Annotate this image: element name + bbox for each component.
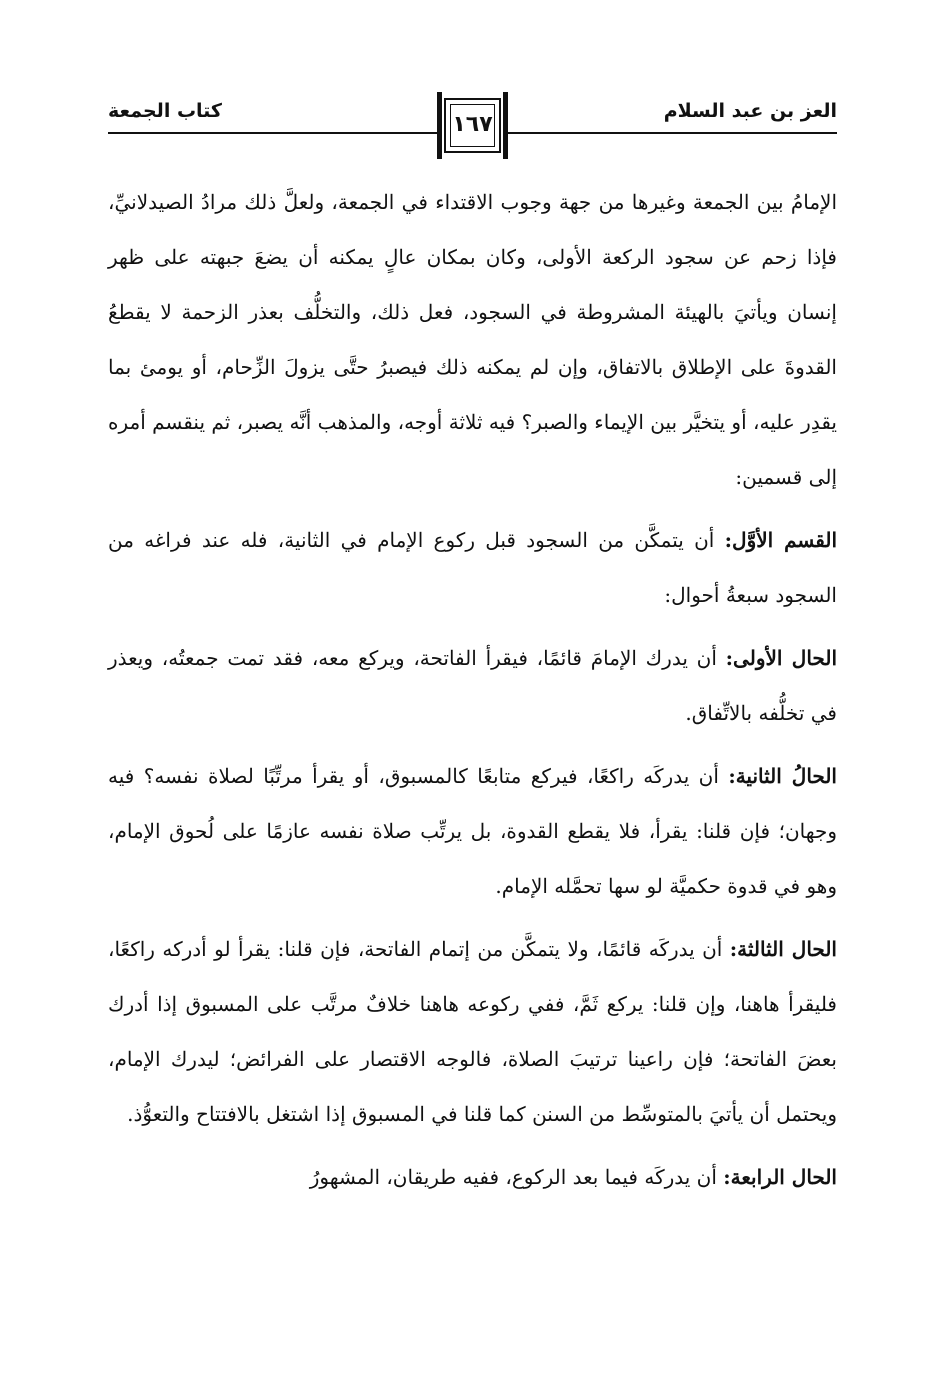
paragraph-text: أن يدركَه قائمًا، ولا يتمكَّن من إتمام الفاتحة، فإن قلنا: يقرأ لو أدركه راكعًا، فليقرأ هاهنا، وإن قلنا: يركع ثَمَّ، ففي ركوعه هاهنا خلافٌ مرتَّب على المسبوق إذا أدرك بعضَ الفاتحة؛ فإن راعينا ترتيبَ الصلاة، فالوجه الاقتصار على الفرائض؛ ليدرك الإمام، ويحتمل أن يأتيَ بالمتوسِّط من السنن كما قلنا في المسبوق إذا اشتغل بالافتتاح والتعوُّذ. (108, 937, 837, 1126)
page-body (108, 175, 837, 1213)
paragraph-section-one (108, 513, 837, 623)
paragraph-text: أن يتمكَّن من السجود قبل ركوع الإمام في الثانية، فله عند فراغه من السجود سبعةُ أحوال: (108, 528, 837, 607)
paragraph-text: الإمامُ بين الجمعة وغيرها من جهة وجوب الاقتداء في الجمعة، ولعلَّ ذلك مرادُ الصيدلانيِّ، فإذا زحم عن سجود الركعة الأولى، وكان بمكان عالٍ يمكنه أن يضعَ جبهته على ظهر إنسان ويأتيَ بالهيئة المشروطة في السجود، فعل ذلك، والتخلُّف بعذر الزحمة لا يقطعُ القدوةَ على الإطلاق بالاتفاق، وإن لم يمكنه ذلك فيصبرُ حتَّى يزولَ الزِّحام، أو يومئ بما يقدِر عليه، أو يتخيَّر بين الإيماء والصبر؟ فيه ثلاثة أوجه، والمذهب أنَّه يصبر، ثم ينقسم أمره إلى قسمين: (108, 190, 837, 489)
author-title: العز بن عبد السلام (663, 100, 837, 122)
page-header (108, 88, 837, 160)
paragraph-intro (108, 175, 837, 505)
paragraph-state-three (108, 922, 837, 1142)
page-number-frame (444, 98, 501, 153)
paragraph-text: أن يدركَه فيما بعد الركوع، ففيه طريقان، المشهورُ (309, 1165, 724, 1189)
paragraph-lead: الحالُ الثانية: (728, 764, 837, 788)
header-rule-right (507, 132, 837, 134)
header-rule-left (108, 132, 438, 134)
paragraph-lead: الحال الثالثة: (729, 937, 837, 961)
paragraph-text: أن يدرك الإمامَ قائمًا، فيقرأ الفاتحة، ويركع معه، فقد تمت جمعتُه، ويعذر في تخلُّفه بالاتِّفاق. (108, 646, 837, 725)
paragraph-state-one (108, 631, 837, 741)
paragraph-lead: القسم الأوَّل: (724, 528, 837, 552)
paragraph-lead: الحال الرابعة: (723, 1165, 837, 1189)
paragraph-state-four (108, 1150, 837, 1205)
chapter-title: كتاب الجمعة (108, 100, 222, 122)
page-number: ١٦٧ (452, 112, 493, 137)
frame-post-right (503, 92, 508, 159)
paragraph-lead: الحال الأولى: (725, 646, 837, 670)
frame-post-left (437, 92, 442, 159)
paragraph-text: أن يدركَه راكعًا، فيركع متابعًا كالمسبوق، أو يقرأ مرتِّبًا لصلاة نفسه؟ فيه وجهان؛ فإن قلنا: يقرأ، فلا يقطع القدوة، بل يرتِّب صلاة نفسه عازمًا على لُحوق الإمام، وهو في قدوة حكميَّة لو سها تحمَّله الإمام. (108, 764, 837, 898)
paragraph-state-two (108, 749, 837, 914)
